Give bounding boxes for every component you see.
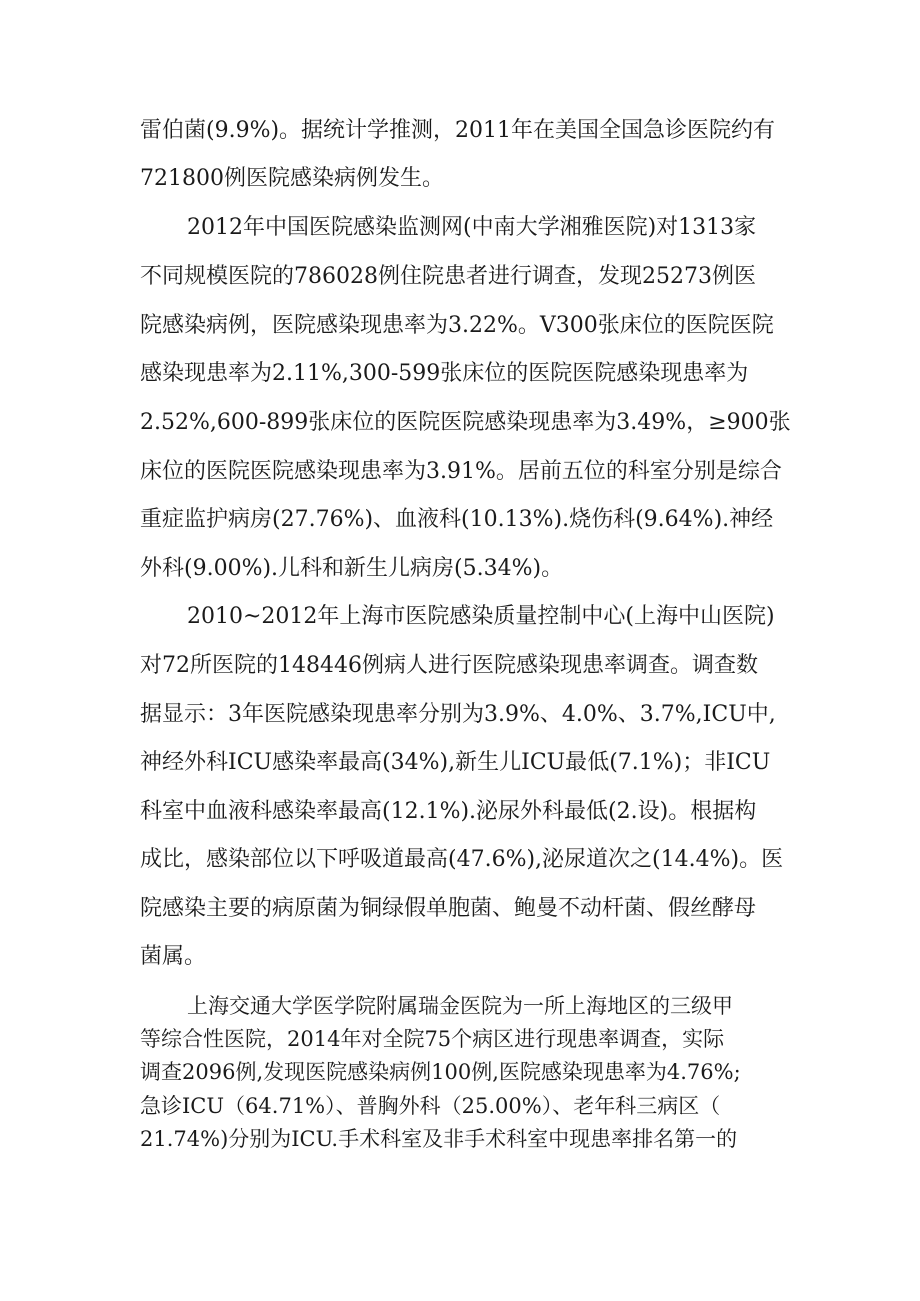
text-line: 据显示：3年医院感染现患率分别为3.9%、4.0%、3.7%,ICU中, (140, 702, 776, 727)
text-line: 床位的医院医院感染现患率为3.91%。居前五位的科室分别是综合 (140, 459, 782, 484)
text-line: 2010~2012年上海市医院感染质量控制中心(上海中山医院) (187, 604, 775, 629)
text-line: 科室中血液科感染率最高(12.1%).泌尿外科最低(2.设)。根据构 (140, 799, 757, 824)
text-line: 院感染病例，医院感染现患率为3.22%。V300张床位的医院医院 (140, 313, 774, 338)
text-line: 2.52%,600-899张床位的医院医院感染现患率为3.49%，≥900张 (140, 410, 791, 435)
text-line: 上海交通大学医学院附属瑞金医院为一所上海地区的三级甲 (187, 994, 733, 1018)
text-line: 不同规模医院的786028例住院患者进行调查，发现25273例医 (140, 264, 756, 289)
text-line: 721800例医院感染病例发生。 (140, 166, 444, 191)
text-line: 院感染主要的病原菌为铜绿假单胞菌、鲍曼不动杆菌、假丝酵母 (140, 896, 757, 921)
text-line: 雷伯菌(9.9%)。据统计学推测，2011年在美国全国急诊医院约有 (140, 118, 776, 143)
text-line: 外科(9.00%).儿科和新生儿病房(5.34%)。 (140, 556, 564, 581)
text-line: 重症监护病房(27.76%)、血液科(10.13%).烧伤科(9.64%).神经 (140, 507, 774, 532)
text-line: 等综合性医院，2014年对全院75个病区进行现患率调查，实际 (140, 1027, 725, 1051)
text-line: 菌属。 (140, 944, 207, 969)
text-line: 对72所医院的148446例病人进行医院感染现患率调查。调查数 (140, 653, 758, 678)
text-line: 2012年中国医院感染监测网(中南大学湘雅医院)对1313家 (187, 215, 757, 240)
text-line: 感染现患率为2.11%,300-599张床位的医院医院感染现患率为 (140, 361, 749, 386)
text-line: 神经外科ICU感染率最高(34%),新生儿ICU最低(7.1%)；非ICU (140, 750, 771, 775)
text-line: 21.74%)分别为ICU.手术科室及非手术科室中现患率排名第一的 (140, 1127, 738, 1151)
text-line: 调查2096例,发现医院感染病例100例,医院感染现患率为4.76%; (140, 1060, 741, 1084)
text-line: 成比，感染部位以下呼吸道最高(47.6%),泌尿道次之(14.4%)。医 (140, 847, 784, 872)
text-line: 急诊ICU（64.71%）、普胸外科（25.00%）、老年科三病区（ (140, 1094, 721, 1118)
